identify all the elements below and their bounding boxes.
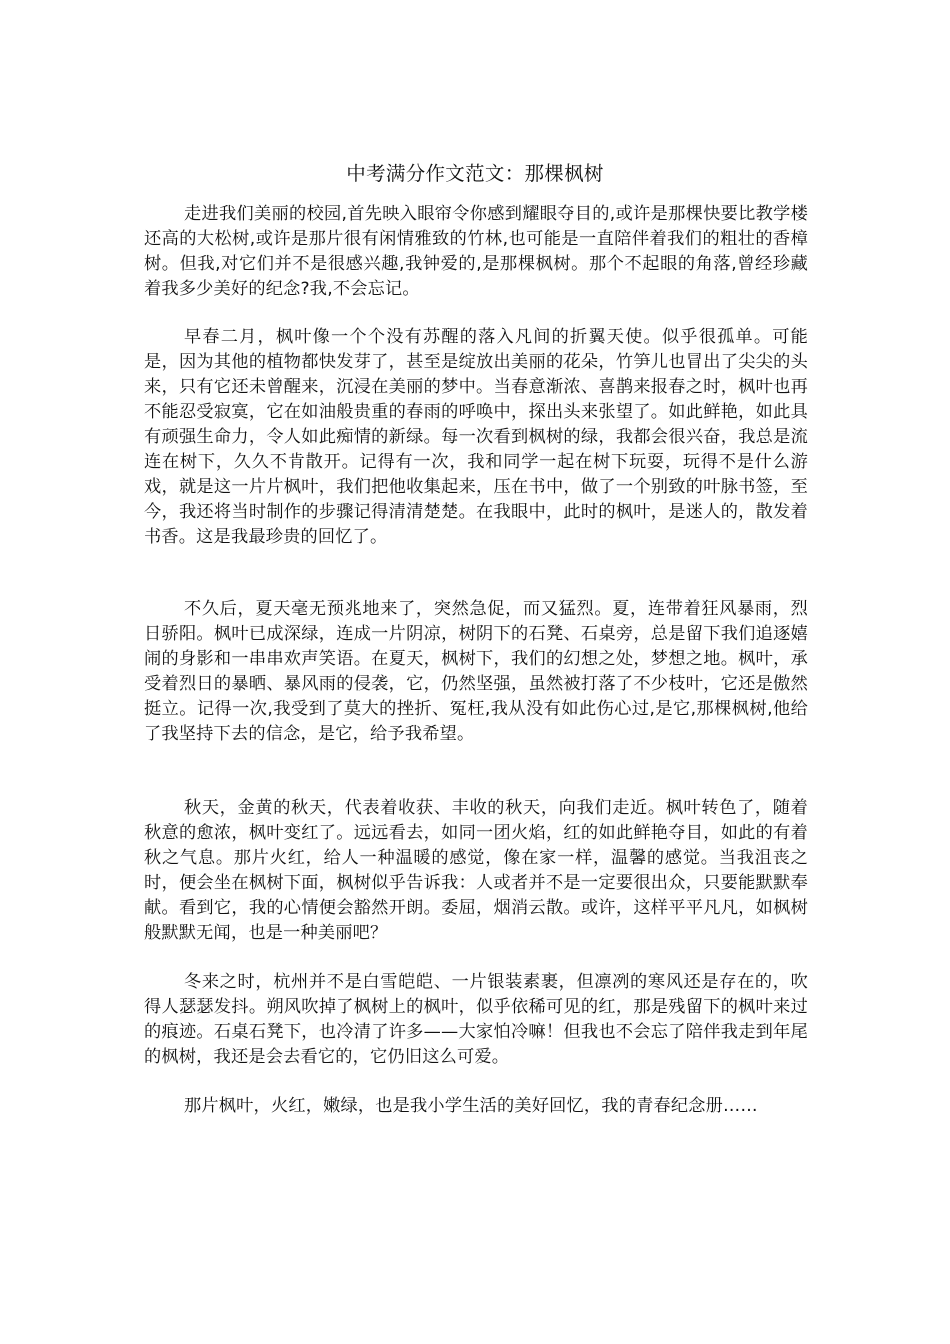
paragraph-winter: 冬来之时，杭州并不是白雪皑皑、一片银装素裹，但凛冽的寒风还是存在的，吹得人瑟瑟发抖。朔风吹掉了枫树上的枫叶，似乎依稀可见的红，那是残留下的枫叶来过的痕迹。石桌石凳下，也冷清了许多——大家怕冷嘛！但我也不会忘了陪伴我走到年尾的枫树，我还是会去看它的，它仍旧这么可爱。 [144, 972, 808, 1067]
paragraph-spring: 早春二月，枫叶像一个个没有苏醒的落入凡间的折翼天使。似乎很孤单。可能是，因为其他的植物都快发芽了，甚至是绽放出美丽的花朵，竹笋儿也冒出了尖尖的头来，只有它还未曾醒来，沉浸在美丽的梦中。当春意渐浓、喜鹊来报春之时，枫叶也再不能忍受寂寞，它在如油般贵重的春雨的呼唤中，探出头来张望了。如此鲜艳，如此具有顽强生命力，令人如此痴情的新绿。每一次看到枫树的绿，我都会很兴奋，我总是流连在树下，久久不肯散开。记得有一次，我和同学一起在树下玩耍，玩得不是什么游戏，就是这一片片枫叶，我们把他收集起来，压在书中，做了一个别致的叶脉书签，至今，我还将当时制作的步骤记得清清楚楚。在我眼中，此时的枫叶，是迷人的，散发着书香。这是我最珍贵的回忆了。 [144, 327, 808, 547]
essay-title: 中考满分作文范文：那棵枫树 [346, 162, 604, 185]
paragraph-intro: 走进我们美丽的校园,首先映入眼帘令你感到耀眼夺目的,或许是那棵快要比教学楼还高的大松树,或许是那片很有闲情雅致的竹林,也可能是一直陪伴着我们的粗壮的香樟树。但我,对它们并不是很感兴趣,我钟爱的,是那棵枫树。那个不起眼的角落,曾经珍藏着我多少美好的纪念?我,不会忘记。 [144, 204, 808, 299]
paragraph-autumn: 秋天，金黄的秋天，代表着收获、丰收的秋天，向我们走近。枫叶转色了，随着秋意的愈浓，枫叶变红了。远远看去，如同一团火焰，红的如此鲜艳夺目，如此的有着秋之气息。那片火红，给人一种温暖的感觉，像在家一样，温馨的感觉。当我沮丧之时，便会坐在枫树下面，枫树似乎告诉我：人或者并不是一定要很出众，只要能默默奉献。看到它，我的心情便会豁然开朗。委屈，烟消云散。或许，这样平平凡凡，如枫树般默默无闻，也是一种美丽吧？ [144, 798, 808, 943]
paragraph-conclusion: 那片枫叶，火红，嫩绿，也是我小学生活的美好回忆，我的青春纪念册…… [184, 1096, 758, 1116]
paragraph-summer: 不久后，夏天毫无预兆地来了，突然急促，而又猛烈。夏，连带着狂风暴雨，烈日骄阳。枫叶已成深绿，连成一片阴凉，树阴下的石凳、石桌旁，总是留下我们追逐嬉闹的身影和一串串欢声笑语。在夏天，枫树下，我们的幻想之处，梦想之地。枫叶，承受着烈日的暴晒、暴风雨的侵袭，它，仍然坚强，虽然被打落了不少枝叶，它还是傲然挺立。记得一次,我受到了莫大的挫折、冤枉,我从没有如此伤心过,是它,那棵枫树,他给了我坚持下去的信念，是它，给予我希望。 [144, 599, 808, 744]
